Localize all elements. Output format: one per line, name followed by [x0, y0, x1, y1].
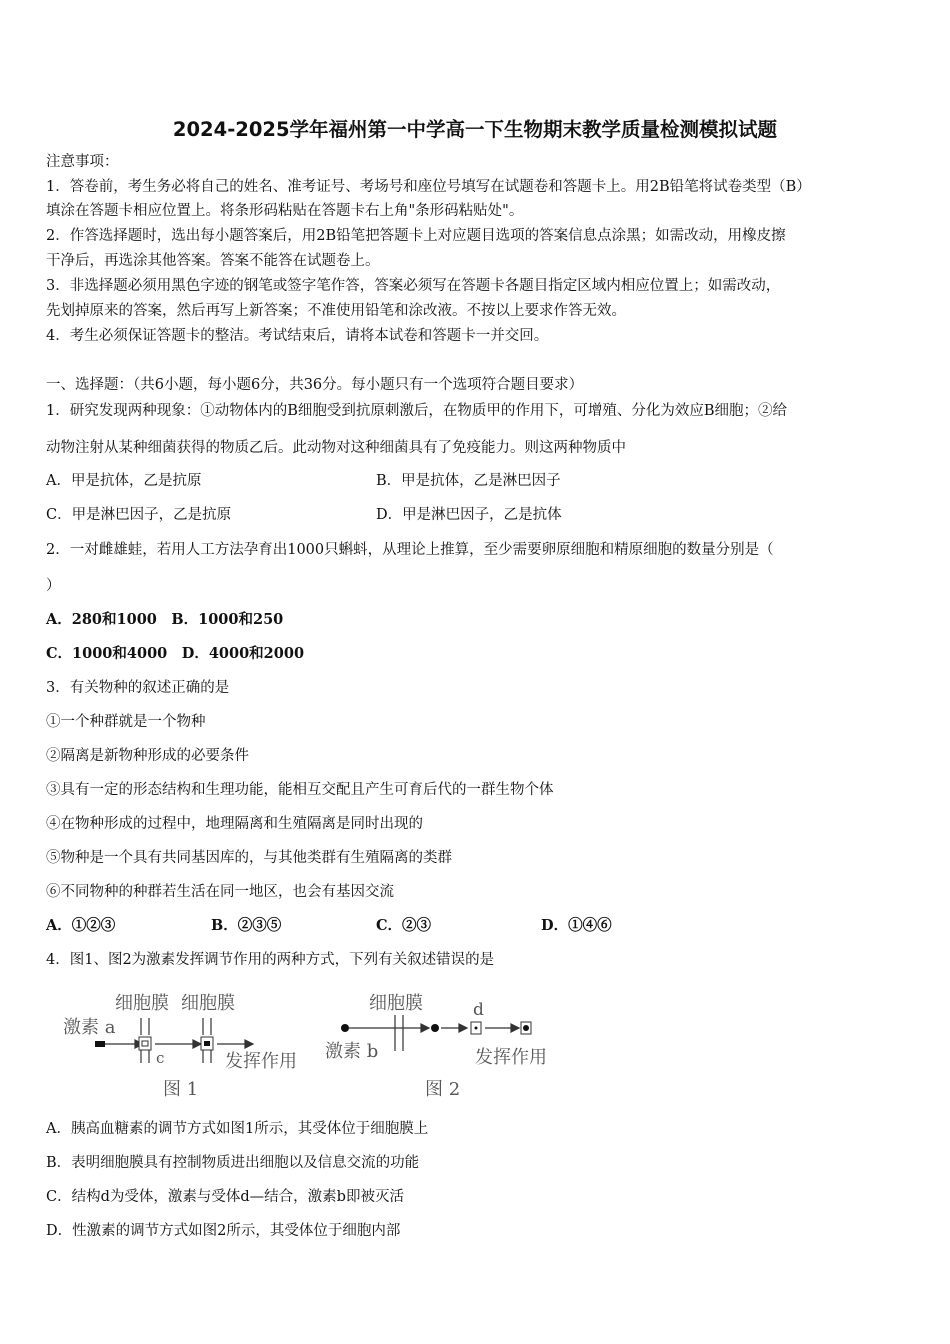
statement-item: ②隔离是新物种形成的必要条件	[46, 748, 249, 764]
arrow-1	[105, 1040, 143, 1048]
statement-item: ①一个种群就是一个物种	[46, 714, 206, 730]
question-stem: ）	[46, 578, 61, 594]
receptor-bound	[204, 1041, 210, 1046]
option-a[interactable]: A．甲是抗体，乙是抗原	[46, 473, 202, 489]
option-a[interactable]: A．①②③	[46, 917, 116, 934]
hormone-a-shape	[95, 1041, 105, 1047]
option-d[interactable]: D．甲是淋巴因子，乙是抗体	[376, 507, 562, 523]
option-cd[interactable]: C．1000和4000 D．4000和2000	[46, 645, 305, 662]
notice-line: 3．非选择题必须用黑色字迹的钢笔或签字笔作答，答案必须写在答题卡各题目指定区域内相应位置上；如需改动，	[46, 278, 781, 294]
notice-line: 填涂在答题卡相应位置上。将条形码粘贴在答题卡右上角"条形码粘贴处"。	[46, 203, 524, 219]
statement-item: ⑥不同物种的种群若生活在同一地区，也会有基因交流	[46, 884, 394, 900]
notice-line: 4．考生必须保证答题卡的整洁。考试结束后，请将本试卷和答题卡一并交回。	[46, 328, 549, 344]
hormone-a-label: 激素 a	[63, 1017, 116, 1038]
notice-line: 1．答卷前，考生务必将自己的姓名、准考证号、考场号和座位号填写在试题卷和答题卡上。用2B铅笔将试卷类型（B）	[46, 179, 811, 195]
receptor-d-dot	[475, 1027, 478, 1030]
option-b[interactable]: B．甲是抗体，乙是淋巴因子	[376, 473, 561, 489]
notice-line: 先划掉原来的答案，然后再写上新答案；不准使用铅笔和涂改液。不按以上要求作答无效。	[46, 303, 626, 319]
figure-1-caption: 图 1	[163, 1079, 199, 1100]
question-stem: 动物注射从某种细菌获得的物质乙后。此动物对这种细菌具有了免疫能力。则这两种物质中	[46, 440, 626, 456]
question-stem: 2．一对雌雄蛙，若用人工方法孕育出1000只蝌蚪，从理论上推算，至少需要卵原细胞和精原细胞的数量分别是（	[46, 542, 774, 558]
label-d: d	[473, 1000, 484, 1020]
option-ab[interactable]: A．280和1000 B．1000和250	[46, 611, 284, 628]
question-stem: 1．研究发现两种现象：①动物体内的B细胞受到抗原刺激后，在物质甲的作用下，可增殖、分化为效应B细胞；②给	[46, 403, 788, 419]
option-b[interactable]: B．②③⑤	[211, 917, 282, 934]
membrane-label-1: 细胞膜	[115, 993, 169, 1014]
hormone-b-inside	[431, 1024, 439, 1032]
hormone-diagram	[55, 985, 575, 1105]
statement-item: ④在物种形成的过程中，地理隔离和生殖隔离是同时出现的	[46, 816, 423, 832]
receptor-d-bound-dot	[523, 1025, 529, 1031]
option-d[interactable]: D．①④⑥	[541, 917, 612, 934]
arrow-3	[217, 1040, 253, 1048]
section-heading: 一、选择题：（共6小题，每小题6分，共36分。每小题只有一个选项符合题目要求）	[46, 377, 584, 393]
option-c[interactable]: C．②③	[376, 917, 432, 934]
notice-heading: 注意事项：	[46, 154, 119, 170]
label-c: c	[156, 1049, 165, 1067]
hormone-b-label: 激素 b	[325, 1041, 379, 1062]
membrane-label-2: 细胞膜	[181, 993, 235, 1014]
page-title: 2024-2025学年福州第一中学高一下生物期末教学质量检测模拟试题	[172, 118, 778, 141]
option-a[interactable]: A．胰高血糖素的调节方式如图1所示，其受体位于细胞膜上	[46, 1121, 429, 1137]
option-d[interactable]: D．性激素的调节方式如图2所示，其受体位于细胞内部	[46, 1223, 401, 1239]
arrow-6	[485, 1024, 519, 1032]
option-c[interactable]: C．甲是淋巴因子，乙是抗原	[46, 507, 232, 523]
arrow-2	[155, 1040, 201, 1048]
statement-item: ③具有一定的形态结构和生理功能，能相互交配且产生可育后代的一群生物个体	[46, 782, 554, 798]
figure-2-caption: 图 2	[425, 1079, 461, 1100]
statement-item: ⑤物种是一个具有共同基因库的，与其他类群有生殖隔离的类群	[46, 850, 452, 866]
notice-line: 2．作答选择题时，选出每小题答案后，用2B铅笔把答题卡上对应题目选项的答案信息点涂黑；如需改动，用橡皮擦	[46, 228, 786, 244]
membrane-label-3: 细胞膜	[369, 993, 423, 1014]
effect-label-1: 发挥作用	[225, 1051, 297, 1072]
effect-label-2: 发挥作用	[475, 1047, 547, 1068]
receptor-c-inner	[142, 1041, 148, 1046]
option-c[interactable]: C．结构d为受体，激素与受体d—结合，激素b即被灭活	[46, 1189, 404, 1205]
arrow-4	[349, 1024, 429, 1032]
question-stem: 4．图1、图2为激素发挥调节作用的两种方式，下列有关叙述错误的是	[46, 952, 495, 968]
question-stem: 3．有关物种的叙述正确的是	[46, 680, 230, 696]
notice-line: 干净后，再选涂其他答案。答案不能答在试题卷上。	[46, 253, 380, 269]
option-b[interactable]: B．表明细胞膜具有控制物质进出细胞以及信息交流的功能	[46, 1155, 420, 1171]
hormone-b-dot	[341, 1024, 349, 1032]
arrow-5	[441, 1024, 467, 1032]
membrane-lines-2	[395, 1015, 403, 1051]
